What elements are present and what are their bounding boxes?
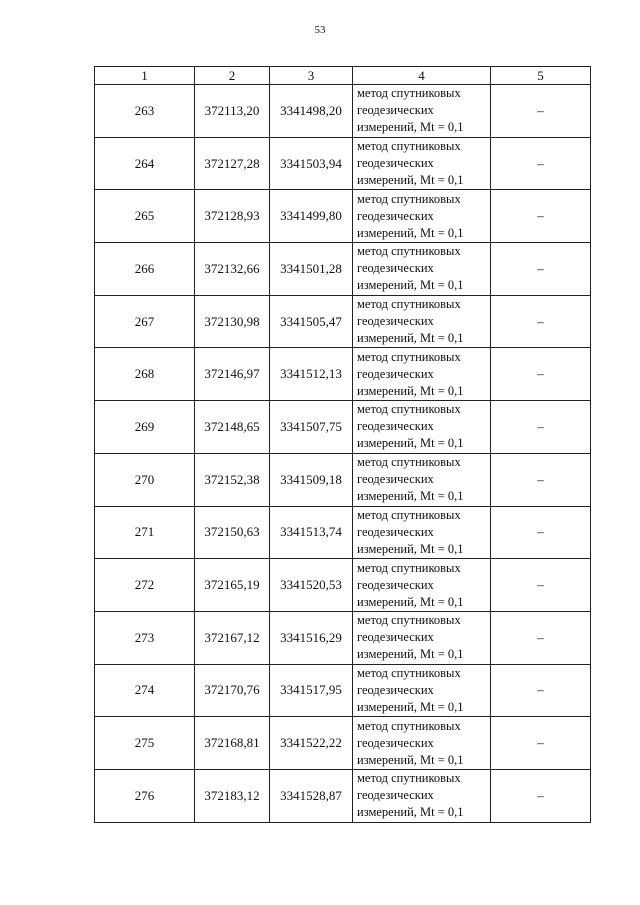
method-line: метод спутниковых — [357, 297, 461, 312]
note-cell: – — [491, 559, 591, 612]
coord-y-cell: 3341499,80 — [270, 190, 353, 243]
table-row — [95, 401, 591, 454]
coord-x-cell: 372152,38 — [195, 453, 270, 506]
point-number-cell: 268 — [95, 348, 195, 401]
method-line: измерений, Mt = 0,1 — [357, 120, 464, 135]
method-line: геодезических — [357, 208, 434, 223]
method-cell — [353, 295, 491, 348]
table-row — [95, 611, 591, 664]
note-cell: – — [491, 190, 591, 243]
point-number-cell: 275 — [95, 717, 195, 770]
method-cell — [353, 243, 491, 296]
coord-y-cell: 3341528,87 — [270, 769, 353, 822]
method-line: геодезических — [357, 735, 434, 750]
coord-y-cell: 3341516,29 — [270, 611, 353, 664]
point-number-cell: 270 — [95, 453, 195, 506]
coord-x-cell: 372150,63 — [195, 506, 270, 559]
note-cell: – — [491, 348, 591, 401]
method-cell — [353, 85, 491, 138]
method-line: геодезических — [357, 261, 434, 276]
method-cell — [353, 769, 491, 822]
coord-y-cell: 3341501,28 — [270, 243, 353, 296]
method-line: измерений, Mt = 0,1 — [357, 225, 464, 240]
method-line: метод спутниковых — [357, 402, 461, 417]
header-col-2: 2 — [195, 67, 270, 85]
coord-x-cell: 372170,76 — [195, 664, 270, 717]
method-line: метод спутниковых — [357, 771, 461, 786]
note-cell: – — [491, 401, 591, 454]
method-cell — [353, 559, 491, 612]
coord-x-cell: 372128,93 — [195, 190, 270, 243]
point-number-cell: 263 — [95, 85, 195, 138]
table-row — [95, 295, 591, 348]
table-row — [95, 137, 591, 190]
method-line: измерений, Mt = 0,1 — [357, 331, 464, 346]
point-number-cell: 266 — [95, 243, 195, 296]
method-line: геодезических — [357, 366, 434, 381]
method-line: геодезических — [357, 472, 434, 487]
method-line: метод спутниковых — [357, 560, 461, 575]
note-cell: – — [491, 453, 591, 506]
method-cell — [353, 401, 491, 454]
method-line: геодезических — [357, 682, 434, 697]
method-cell — [353, 611, 491, 664]
note-cell: – — [491, 717, 591, 770]
point-number-cell: 271 — [95, 506, 195, 559]
method-line: измерений, Mt = 0,1 — [357, 541, 464, 556]
note-cell: – — [491, 137, 591, 190]
method-cell — [353, 190, 491, 243]
method-line: геодезических — [357, 630, 434, 645]
method-line: метод спутниковых — [357, 718, 461, 733]
method-line: метод спутниковых — [357, 86, 461, 101]
method-line: метод спутниковых — [357, 244, 461, 259]
coord-y-cell: 3341517,95 — [270, 664, 353, 717]
method-line: геодезических — [357, 577, 434, 592]
coord-x-cell: 372127,28 — [195, 137, 270, 190]
method-line: геодезических — [357, 314, 434, 329]
point-number-cell: 274 — [95, 664, 195, 717]
coord-y-cell: 3341512,13 — [270, 348, 353, 401]
note-cell: – — [491, 243, 591, 296]
table-row — [95, 664, 591, 717]
method-line: метод спутниковых — [357, 191, 461, 206]
page-number: 53 — [314, 24, 326, 36]
method-line: измерений, Mt = 0,1 — [357, 436, 464, 451]
note-cell: – — [491, 85, 591, 138]
table-row — [95, 190, 591, 243]
note-cell: – — [491, 611, 591, 664]
coord-x-cell: 372167,12 — [195, 611, 270, 664]
coord-x-cell: 372165,19 — [195, 559, 270, 612]
coord-y-cell: 3341498,20 — [270, 85, 353, 138]
header-col-4: 4 — [353, 67, 491, 85]
method-line: метод спутниковых — [357, 349, 461, 364]
point-number-cell: 272 — [95, 559, 195, 612]
point-number-cell: 269 — [95, 401, 195, 454]
method-line: измерений, Mt = 0,1 — [357, 699, 464, 714]
method-line: измерений, Mt = 0,1 — [357, 805, 464, 820]
table-row — [95, 506, 591, 559]
coord-x-cell: 372183,12 — [195, 769, 270, 822]
note-cell: – — [491, 664, 591, 717]
coord-y-cell: 3341505,47 — [270, 295, 353, 348]
coord-y-cell: 3341503,94 — [270, 137, 353, 190]
method-cell — [353, 664, 491, 717]
coord-y-cell: 3341507,75 — [270, 401, 353, 454]
table-row — [95, 85, 591, 138]
method-line: метод спутниковых — [357, 613, 461, 628]
table-row — [95, 559, 591, 612]
method-line: измерений, Mt = 0,1 — [357, 278, 464, 293]
point-number-cell: 267 — [95, 295, 195, 348]
coordinates-table — [94, 66, 591, 823]
method-line: геодезических — [357, 524, 434, 539]
coord-y-cell: 3341522,22 — [270, 717, 353, 770]
header-row — [95, 67, 591, 85]
table-row — [95, 348, 591, 401]
coord-x-cell: 372113,20 — [195, 85, 270, 138]
coord-x-cell: 372146,97 — [195, 348, 270, 401]
method-line: измерений, Mt = 0,1 — [357, 594, 464, 609]
method-cell — [353, 453, 491, 506]
point-number-cell: 265 — [95, 190, 195, 243]
method-line: геодезических — [357, 156, 434, 171]
point-number-cell: 273 — [95, 611, 195, 664]
header-col-3: 3 — [270, 67, 353, 85]
point-number-cell: 276 — [95, 769, 195, 822]
header-col-5: 5 — [491, 67, 591, 85]
method-line: метод спутниковых — [357, 455, 461, 470]
coord-y-cell: 3341520,53 — [270, 559, 353, 612]
header-col-1: 1 — [95, 67, 195, 85]
note-cell: – — [491, 769, 591, 822]
table-body — [95, 85, 591, 823]
note-cell: – — [491, 295, 591, 348]
method-line: метод спутниковых — [357, 139, 461, 154]
coord-x-cell: 372148,65 — [195, 401, 270, 454]
method-line: метод спутниковых — [357, 665, 461, 680]
coord-x-cell: 372132,66 — [195, 243, 270, 296]
method-line: измерений, Mt = 0,1 — [357, 383, 464, 398]
method-line: измерений, Mt = 0,1 — [357, 647, 464, 662]
method-line: геодезических — [357, 103, 434, 118]
method-cell — [353, 348, 491, 401]
point-number-cell: 264 — [95, 137, 195, 190]
method-cell — [353, 506, 491, 559]
table-row — [95, 769, 591, 822]
method-line: геодезических — [357, 419, 434, 434]
table-row — [95, 717, 591, 770]
note-cell: – — [491, 506, 591, 559]
table-row — [95, 453, 591, 506]
method-line: метод спутниковых — [357, 507, 461, 522]
method-cell — [353, 137, 491, 190]
method-line: измерений, Mt = 0,1 — [357, 752, 464, 767]
table-header — [95, 67, 591, 85]
method-line: измерений, Mt = 0,1 — [357, 489, 464, 504]
coord-y-cell: 3341513,74 — [270, 506, 353, 559]
method-line: геодезических — [357, 788, 434, 803]
method-cell — [353, 717, 491, 770]
method-line: измерений, Mt = 0,1 — [357, 173, 464, 188]
coord-x-cell: 372168,81 — [195, 717, 270, 770]
table-row — [95, 243, 591, 296]
coord-y-cell: 3341509,18 — [270, 453, 353, 506]
coord-x-cell: 372130,98 — [195, 295, 270, 348]
